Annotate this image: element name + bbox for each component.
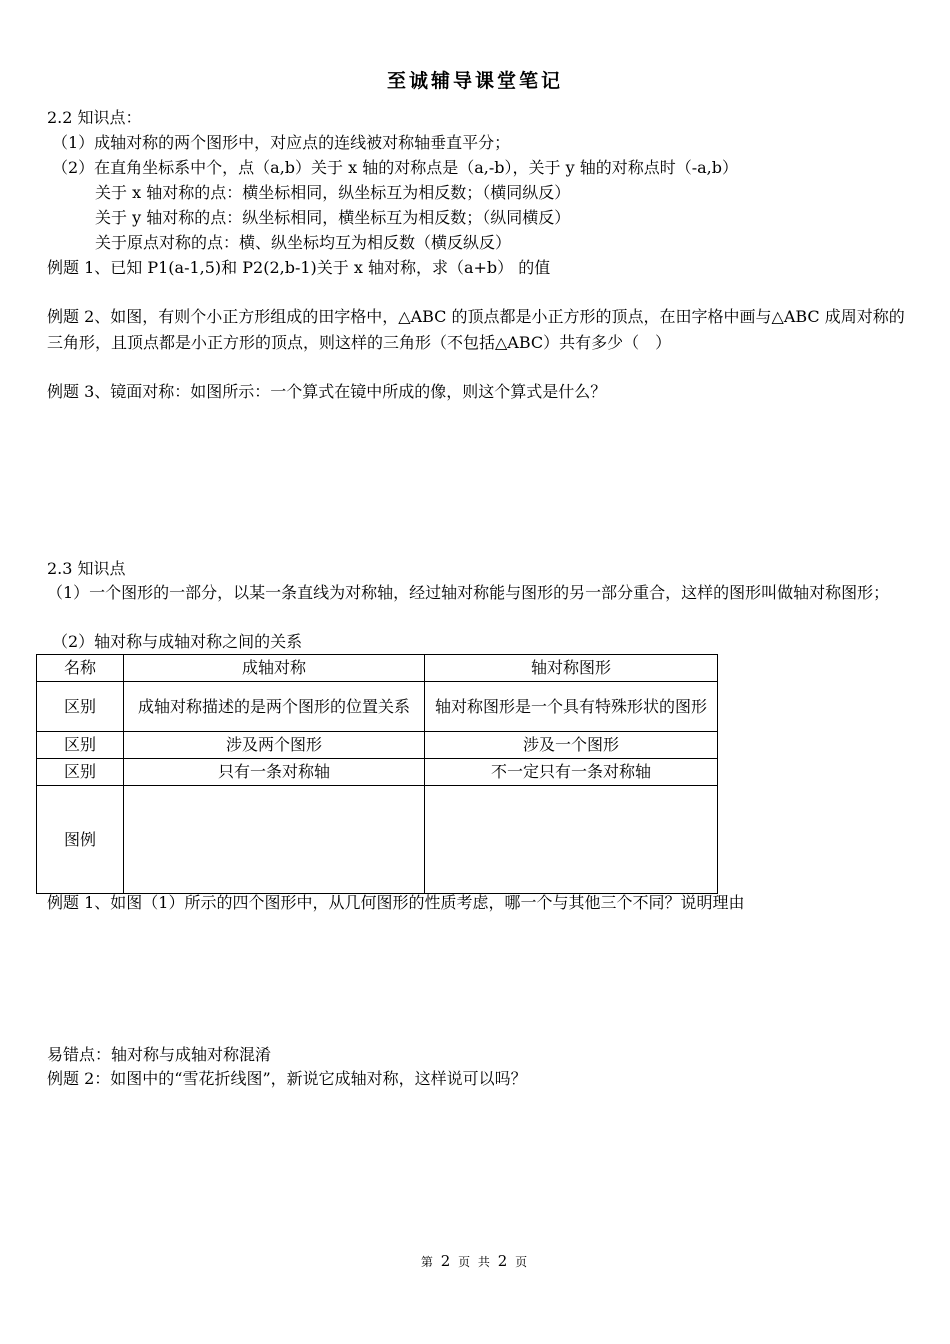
section-2-2-heading: 2.2 知识点： <box>47 108 142 127</box>
knowledge-point-2: （2）在直角坐标系中个，点（a,b）关于 x 轴的对称点是（a,-b），关于 y 轴的对称点时（-a,b） <box>52 158 739 177</box>
table-cell: 不一定只有一条对称轴 <box>425 759 718 786</box>
footer-suffix: 页 <box>515 1255 530 1269</box>
y-axis-symmetry-rule: 关于 y 轴对称的点：纵坐标相同，横坐标互为相反数；（纵同横反） <box>95 208 571 227</box>
table-cell: 区别 <box>37 759 124 786</box>
relationship-heading: （2）轴对称与成轴对称之间的关系 <box>52 632 303 651</box>
table-cell: 成轴对称描述的是两个图形的位置关系 <box>124 682 425 732</box>
table-cell: 轴对称图形是一个具有特殊形状的图形 <box>425 682 718 732</box>
table-row <box>37 682 718 732</box>
example-2-question: 例题 2、如图，有则个小正方形组成的田字格中，△ABC 的顶点都是小正方形的顶点，在田字格中画与△ABC 成周对称的三角形，且顶点都是小正方形的顶点，则这样的三角形（不包括△ABC）共有多少（ ） <box>47 307 905 352</box>
table-cell: 图例 <box>37 786 124 894</box>
footer-page-number: 2 <box>440 1252 453 1270</box>
x-axis-symmetry-rule: 关于 x 轴对称的点：横坐标相同，纵坐标互为相反数；（横同纵反） <box>95 183 571 202</box>
table-cell: 区别 <box>37 732 124 759</box>
footer-mid: 页 共 <box>458 1255 492 1269</box>
knowledge-point-1: （1）成轴对称的两个图形中，对应点的连线被对称轴垂直平分； <box>52 133 511 152</box>
page-footer <box>0 1252 950 1270</box>
table-cell <box>124 786 425 894</box>
table-cell <box>425 786 718 894</box>
table-cell: 只有一条对称轴 <box>124 759 425 786</box>
footer-prefix: 第 <box>420 1255 435 1269</box>
table-cell: 区别 <box>37 682 124 732</box>
example-3-question: 例题 3、镜面对称：如图所示：一个算式在镜中所成的像，则这个算式是什么？ <box>47 382 607 401</box>
table-row <box>37 732 718 759</box>
example-2-snowflake-question: 例题 2：如图中的“雪花折线图”，新说它成轴对称，这样说可以吗？ <box>47 1069 527 1088</box>
page-title: 至诚辅导课堂笔记 <box>386 70 563 92</box>
table-cell: 涉及两个图形 <box>124 732 425 759</box>
table-row <box>37 786 718 894</box>
common-mistake: 易错点：轴对称与成轴对称混淆 <box>47 1045 272 1064</box>
origin-symmetry-rule: 关于原点对称的点：横、纵坐标均互为相反数（横反纵反） <box>95 233 512 252</box>
table-cell: 涉及一个图形 <box>425 732 718 759</box>
comparison-table <box>36 654 718 894</box>
table-header-cell: 轴对称图形 <box>425 655 718 682</box>
table-header-cell: 名称 <box>37 655 124 682</box>
table-row <box>37 759 718 786</box>
axisymmetric-definition: （1）一个图形的一部分，以某一条直线为对称轴，经过轴对称能与图形的另一部分重合，这样的图形叫做轴对称图形； <box>47 583 890 602</box>
table-header-row <box>37 655 718 682</box>
example-1-question: 例题 1、已知 P1(a-1,5)和 P2(2,b-1)关于 x 轴对称，求（a+b） 的值 <box>47 258 551 277</box>
footer-total-pages: 2 <box>497 1252 510 1270</box>
example-1-figure-question: 例题 1、如图（1）所示的四个图形中，从几何图形的性质考虑，哪一个与其他三个不同？说明理由 <box>47 893 745 912</box>
section-2-3-heading: 2.3 知识点 <box>47 559 126 578</box>
table-header-cell: 成轴对称 <box>124 655 425 682</box>
